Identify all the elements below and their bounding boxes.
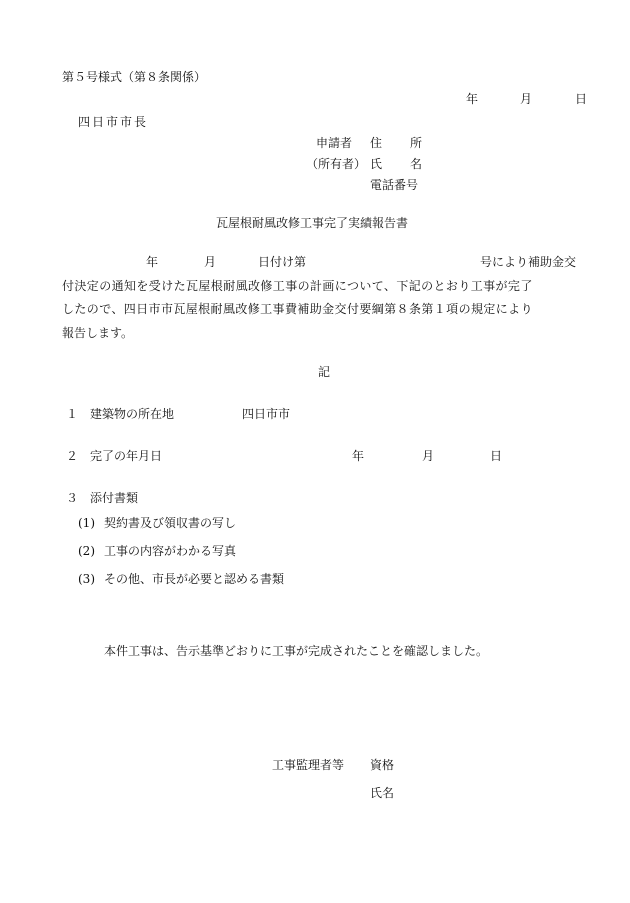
date-day-label: 日 <box>575 92 588 106</box>
item1-label: 建築物の所在地 <box>90 407 175 421</box>
body-line4: 報告します。 <box>62 326 134 340</box>
document-title: 瓦屋根耐風改修工事完了実績報告書 <box>216 216 409 230</box>
item2-number: ２ <box>66 449 79 463</box>
item3-label: 添付書類 <box>90 491 139 505</box>
ki-heading: 記 <box>318 365 331 379</box>
name-label-a: 氏 <box>370 157 383 171</box>
attachment-number: (1) <box>78 516 95 530</box>
body-line1-tail: 号により補助金交 <box>480 255 577 269</box>
item2-day-label: 日 <box>490 449 503 463</box>
item1-value: 四日市市 <box>242 407 291 421</box>
item1-number: １ <box>66 407 79 421</box>
name-label-b: 名 <box>410 157 423 171</box>
body-date-ref: 日付け第 <box>258 255 307 269</box>
date-year-label: 年 <box>466 92 479 106</box>
address-label-a: 住 <box>370 136 383 150</box>
phone-label: 電話番号 <box>370 178 419 192</box>
item2-year-label: 年 <box>352 449 365 463</box>
confirmation-statement: 本件工事は、告示基準どおりに工事が完成されたことを確認しました。 <box>104 644 489 658</box>
body-line2: 付決定の通知を受けた瓦屋根耐風改修工事の計画について、下記のとおり工事が完了 <box>62 279 533 293</box>
item2-month-label: 月 <box>422 449 435 463</box>
body-year-label: 年 <box>146 255 159 269</box>
form-label: 第５号様式（第８条関係） <box>62 70 207 84</box>
attachment-text: 契約書及び領収書の写し <box>104 516 237 530</box>
supervisor-label: 工事監理者等 <box>272 758 345 772</box>
body-month-label: 月 <box>204 255 217 269</box>
date-month-label: 月 <box>520 92 533 106</box>
address-label-b: 所 <box>410 136 423 150</box>
attachment-text: 工事の内容がわかる写真 <box>104 544 237 558</box>
item2-label: 完了の年月日 <box>90 449 163 463</box>
owner-label: （所有者） <box>306 157 367 171</box>
body-line3: したので、四日市市瓦屋根耐風改修工事費補助金交付要綱第８条第１項の規定により <box>62 302 533 316</box>
supervisor-name-label: 氏名 <box>370 786 395 800</box>
applicant-label: 申請者 <box>316 136 353 150</box>
supervisor-qualification-label: 資格 <box>370 758 395 772</box>
attachment-number: (3) <box>78 572 95 586</box>
addressee: 四日市市長 <box>78 115 149 129</box>
item3-number: ３ <box>66 491 79 505</box>
attachment-text: その他、市長が必要と認める書類 <box>104 572 285 586</box>
attachment-number: (2) <box>78 544 95 558</box>
